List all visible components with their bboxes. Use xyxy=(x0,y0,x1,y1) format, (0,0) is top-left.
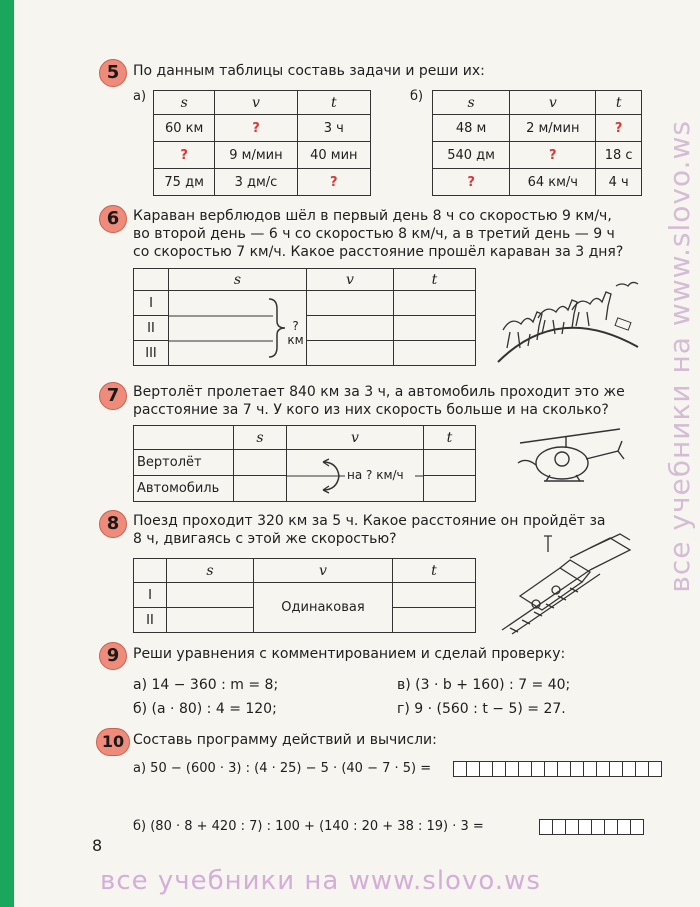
side-watermark: все учебники на www.slovo.ws xyxy=(663,120,696,593)
cell xyxy=(424,450,476,476)
unknown-cell: ? xyxy=(215,115,297,142)
task-9-number: 9 xyxy=(99,642,127,670)
cell xyxy=(393,608,476,633)
row-label: II xyxy=(134,316,169,341)
cell xyxy=(234,450,287,476)
bottom-watermark: все учебники на www.slovo.ws xyxy=(100,866,541,896)
page-number: 8 xyxy=(92,836,103,855)
helicopter-illustration xyxy=(500,425,640,497)
header-empty xyxy=(134,426,234,450)
cell: 18 с xyxy=(596,142,642,169)
header-s: s xyxy=(169,269,307,291)
row-label: Автомобиль xyxy=(134,476,234,502)
unknown-cell: ? xyxy=(596,115,642,142)
cell: 4 ч xyxy=(596,169,642,196)
cell xyxy=(393,583,476,608)
header-v: v xyxy=(254,559,393,583)
header-s: s xyxy=(433,91,510,115)
header-v: v xyxy=(510,91,596,115)
answer-boxes-b xyxy=(540,819,644,835)
cell xyxy=(167,583,254,608)
cell: 60 км xyxy=(154,115,215,142)
task-5-label-a: а) xyxy=(133,89,147,104)
task-10-number: 10 xyxy=(96,728,130,756)
cell xyxy=(394,291,476,316)
task-5-number: 5 xyxy=(99,59,127,87)
task-5-text: По данным таблицы составь задачи и реши их: xyxy=(133,63,485,79)
header-t: t xyxy=(297,91,370,115)
expression-a: а) 50 − (600 · 3) : (4 · 25) − 5 · (40 − 7 · 5) = xyxy=(133,761,432,776)
cell xyxy=(307,341,394,366)
cell xyxy=(234,476,287,502)
cell xyxy=(394,341,476,366)
arrow-label: на ? км/ч xyxy=(347,468,404,482)
task-6-line-1: Караван верблюдов шёл в первый день 8 ч со скоростью 9 км/ч, xyxy=(133,208,612,224)
task-7-number: 7 xyxy=(99,382,127,410)
unknown-cell: ? xyxy=(297,169,370,196)
header-t: t xyxy=(596,91,642,115)
cell xyxy=(167,608,254,633)
unknown-cell: ? xyxy=(510,142,596,169)
header-s: s xyxy=(154,91,215,115)
task-8-line-2: 8 ч, двигаясь с этой же скоростью? xyxy=(133,531,397,547)
cell: 2 м/мин xyxy=(510,115,596,142)
task-6-table xyxy=(133,268,476,366)
task-5-table-a xyxy=(153,90,371,196)
cell: 9 м/мин xyxy=(215,142,297,169)
equation-v: в) (3 · b + 160) : 7 = 40; xyxy=(397,677,571,693)
task-6-number: 6 xyxy=(99,205,127,233)
cell xyxy=(307,291,394,316)
row-label: III xyxy=(134,341,169,366)
book-spine xyxy=(0,0,14,907)
header-v: v xyxy=(307,269,394,291)
task-5-table-b xyxy=(432,90,642,196)
answer-boxes-a xyxy=(454,761,662,777)
cell: 64 км/ч xyxy=(510,169,596,196)
task-7-table xyxy=(133,425,476,502)
row-label: I xyxy=(134,291,169,316)
cell: 3 ч xyxy=(297,115,370,142)
task-7-line-1: Вертолёт пролетает 840 км за 3 ч, а автомобиль проходит это же xyxy=(133,384,625,400)
unknown-cell: ? xyxy=(433,169,510,196)
task-6-line-3: со скоростью 7 км/ч. Какое расстояние прошёл караван за 3 дня? xyxy=(133,244,624,260)
cell: 40 мин xyxy=(297,142,370,169)
cell: 75 дм xyxy=(154,169,215,196)
task-6-line-2: во второй день — 6 ч со скоростью 8 км/ч, а в третий день — 9 ч xyxy=(133,226,615,242)
row-label: I xyxy=(134,583,167,608)
task-8-line-1: Поезд проходит 320 км за 5 ч. Какое расстояние он пройдёт за xyxy=(133,513,606,529)
unknown-cell: ? xyxy=(154,142,215,169)
equation-b: б) (a · 80) : 4 = 120; xyxy=(133,701,277,717)
task-9-text: Реши уравнения с комментированием и сделай проверку: xyxy=(133,646,566,662)
camel-caravan-illustration xyxy=(488,272,640,368)
row-label: Вертолёт xyxy=(134,450,234,476)
header-empty xyxy=(134,559,167,583)
header-t: t xyxy=(394,269,476,291)
header-t: t xyxy=(424,426,476,450)
speed-cell xyxy=(287,450,424,502)
train-illustration xyxy=(500,530,635,635)
cell xyxy=(394,316,476,341)
expression-b: б) (80 · 8 + 420 : 7) : 100 + (140 : 20 + 38 : 19) · 3 = xyxy=(133,819,484,834)
task-8-number: 8 xyxy=(99,510,127,538)
header-s: s xyxy=(167,559,254,583)
distance-cell xyxy=(169,291,307,366)
header-v: v xyxy=(287,426,424,450)
brace-label: ? км xyxy=(287,319,304,347)
cell: 540 дм xyxy=(433,142,510,169)
cell xyxy=(307,316,394,341)
header-v: v xyxy=(215,91,297,115)
equation-a: а) 14 − 360 : m = 8; xyxy=(133,677,279,693)
header-t: t xyxy=(393,559,476,583)
header-s: s xyxy=(234,426,287,450)
cell: 3 дм/с xyxy=(215,169,297,196)
task-7-line-2: расстояние за 7 ч. У кого из них скорость больше и на сколько? xyxy=(133,402,609,418)
row-label: II xyxy=(134,608,167,633)
task-8-table xyxy=(133,558,476,633)
task-5-label-b: б) xyxy=(410,89,424,104)
header-empty xyxy=(134,269,169,291)
cell: 48 м xyxy=(433,115,510,142)
equation-g: г) 9 · (560 : t − 5) = 27. xyxy=(397,701,566,717)
task-10-text: Составь программу действий и вычисли: xyxy=(133,732,437,748)
cell xyxy=(424,476,476,502)
merged-speed-cell: Одинаковая xyxy=(254,583,393,633)
